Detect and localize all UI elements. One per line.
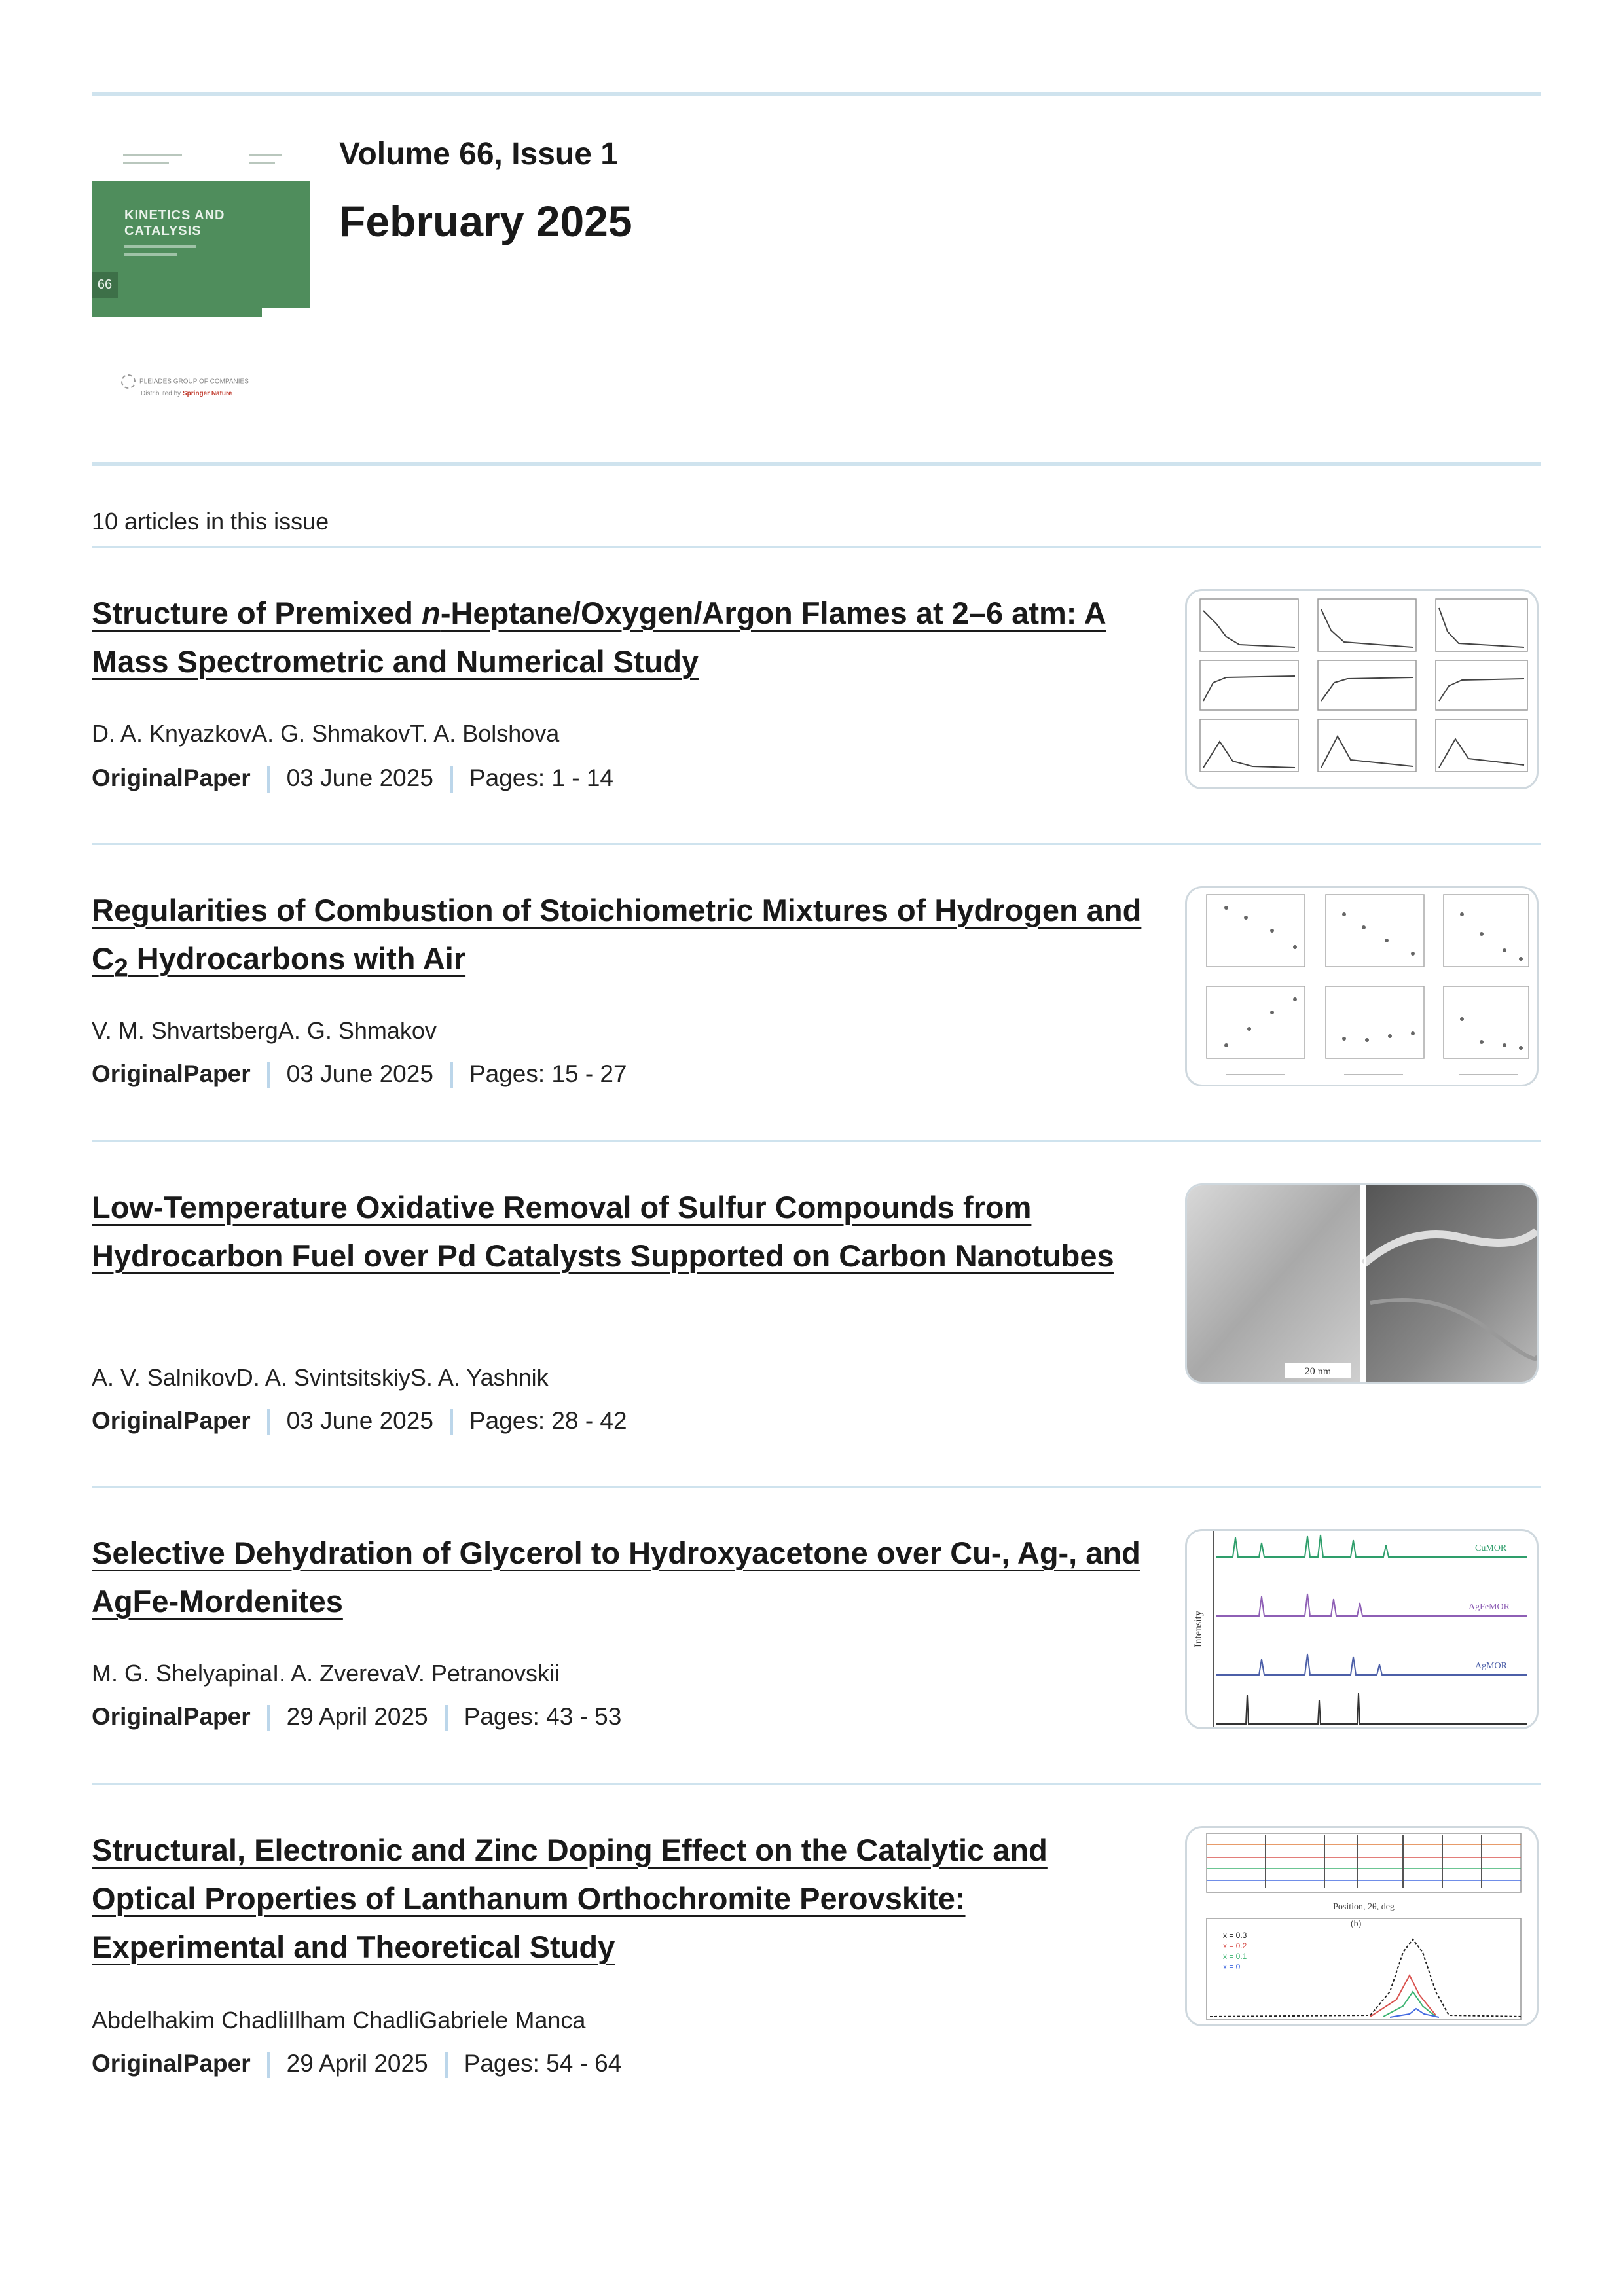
article-meta xyxy=(92,764,613,793)
article-type: OriginalPaper xyxy=(92,1703,251,1730)
article-pages: Pages: 1 - 14 xyxy=(469,764,613,791)
article-type: OriginalPaper xyxy=(92,1407,251,1434)
volume-issue-label: Volume 66, Issue 1 xyxy=(339,137,618,171)
article-count: 10 articles in this issue xyxy=(92,508,329,535)
article-divider xyxy=(92,843,1541,845)
article-pages: Pages: 28 - 42 xyxy=(469,1407,627,1434)
article-thumbnail[interactable] xyxy=(1185,1826,1539,2026)
article-title-link[interactable]: Structure of Premixed n-Heptane/Oxygen/Argon Flames at 2–6 atm: A Mass Spectrometric and Numerical Study xyxy=(92,596,1106,679)
article-date: 29 April 2025 xyxy=(286,1703,428,1730)
cover-volume-badge: 66 xyxy=(92,272,118,298)
publisher-icon xyxy=(121,374,136,389)
article-type: OriginalPaper xyxy=(92,1060,251,1087)
legend-item: x = 0.1 xyxy=(1223,1952,1247,1961)
article-meta xyxy=(92,1407,627,1435)
article-date: 03 June 2025 xyxy=(286,764,433,791)
article-type: OriginalPaper xyxy=(92,2050,251,2077)
series-label: AgFeMOR xyxy=(1468,1602,1510,1612)
article-divider xyxy=(92,1140,1541,1142)
xlabel: Position, 2θ, deg xyxy=(1333,1902,1395,1912)
article-type: OriginalPaper xyxy=(92,764,251,791)
series-label: AgMOR xyxy=(1475,1661,1508,1671)
article-meta xyxy=(92,1060,627,1088)
article-date: 03 June 2025 xyxy=(286,1407,433,1434)
scale-bar-label: 20 nm xyxy=(1304,1366,1332,1377)
legend-item: x = 0 xyxy=(1223,1962,1241,1971)
publisher-logo: PLEIADES GROUP OF COMPANIES Distributed by Springer Nature xyxy=(121,374,282,407)
cover-header-band xyxy=(92,141,310,181)
article-authors: D. A. KnyazkovA. G. ShmakovT. A. Bolshova xyxy=(92,720,560,747)
journal-cover-image[interactable] xyxy=(92,141,310,317)
article-date: 29 April 2025 xyxy=(286,2050,428,2077)
article-title-link[interactable]: Structural, Electronic and Zinc Doping Effect on the Catalytic and Optical Properties of Lanthanum Orthochromite Perovskite: Experimental and Theoretical Study xyxy=(92,1833,1048,1964)
header-bottom-divider xyxy=(92,462,1541,466)
top-divider xyxy=(92,92,1541,96)
ylabel: Intensity xyxy=(1193,1611,1204,1647)
article-pages: Pages: 15 - 27 xyxy=(469,1060,627,1087)
article-title-link[interactable]: Regularities of Combustion of Stoichiometric Mixtures of Hydrogen and $C_2$ Hydrocarbons with Air xyxy=(92,893,1142,982)
article-divider xyxy=(92,1486,1541,1488)
issue-date-heading: February 2025 xyxy=(339,197,632,245)
article-thumbnail[interactable] xyxy=(1185,589,1539,789)
legend-item: x = 0.3 xyxy=(1223,1931,1247,1940)
article-thumbnail[interactable] xyxy=(1185,1183,1539,1384)
panel-label: (b) xyxy=(1351,1919,1362,1929)
article-meta xyxy=(92,2050,621,2078)
article-meta xyxy=(92,1703,621,1731)
legend-item: x = 0.2 xyxy=(1223,1941,1247,1950)
article-authors: M. G. ShelyapinaI. A. ZverevaV. Petranovskii xyxy=(92,1660,560,1687)
article-authors: V. M. ShvartsbergA. G. Shmakov xyxy=(92,1017,437,1044)
article-date: 03 June 2025 xyxy=(286,1060,433,1087)
article-authors: Abdelhakim ChadliIlham ChadliGabriele Manca xyxy=(92,2007,586,2034)
article-thumbnail[interactable] xyxy=(1185,1529,1539,1729)
article-authors: A. V. SalnikovD. A. SvintsitskiyS. A. Yashnik xyxy=(92,1364,549,1391)
count-divider xyxy=(92,546,1541,548)
article-title-link[interactable]: Selective Dehydration of Glycerol to Hydroxyacetone over Cu-, Ag-, and AgFe-Mordenites xyxy=(92,1535,1140,1619)
article-title-link[interactable]: Low-Temperature Oxidative Removal of Sulfur Compounds from Hydrocarbon Fuel over Pd Catalysts Supported on Carbon Nanotubes xyxy=(92,1190,1114,1273)
article-pages: Pages: 43 - 53 xyxy=(464,1703,622,1730)
article-pages: Pages: 54 - 64 xyxy=(464,2050,622,2077)
cover-title: KINETICS AND CATALYSIS xyxy=(124,208,225,238)
series-label: CuMOR xyxy=(1475,1543,1507,1553)
article-divider xyxy=(92,1783,1541,1785)
article-thumbnail[interactable] xyxy=(1185,886,1539,1086)
